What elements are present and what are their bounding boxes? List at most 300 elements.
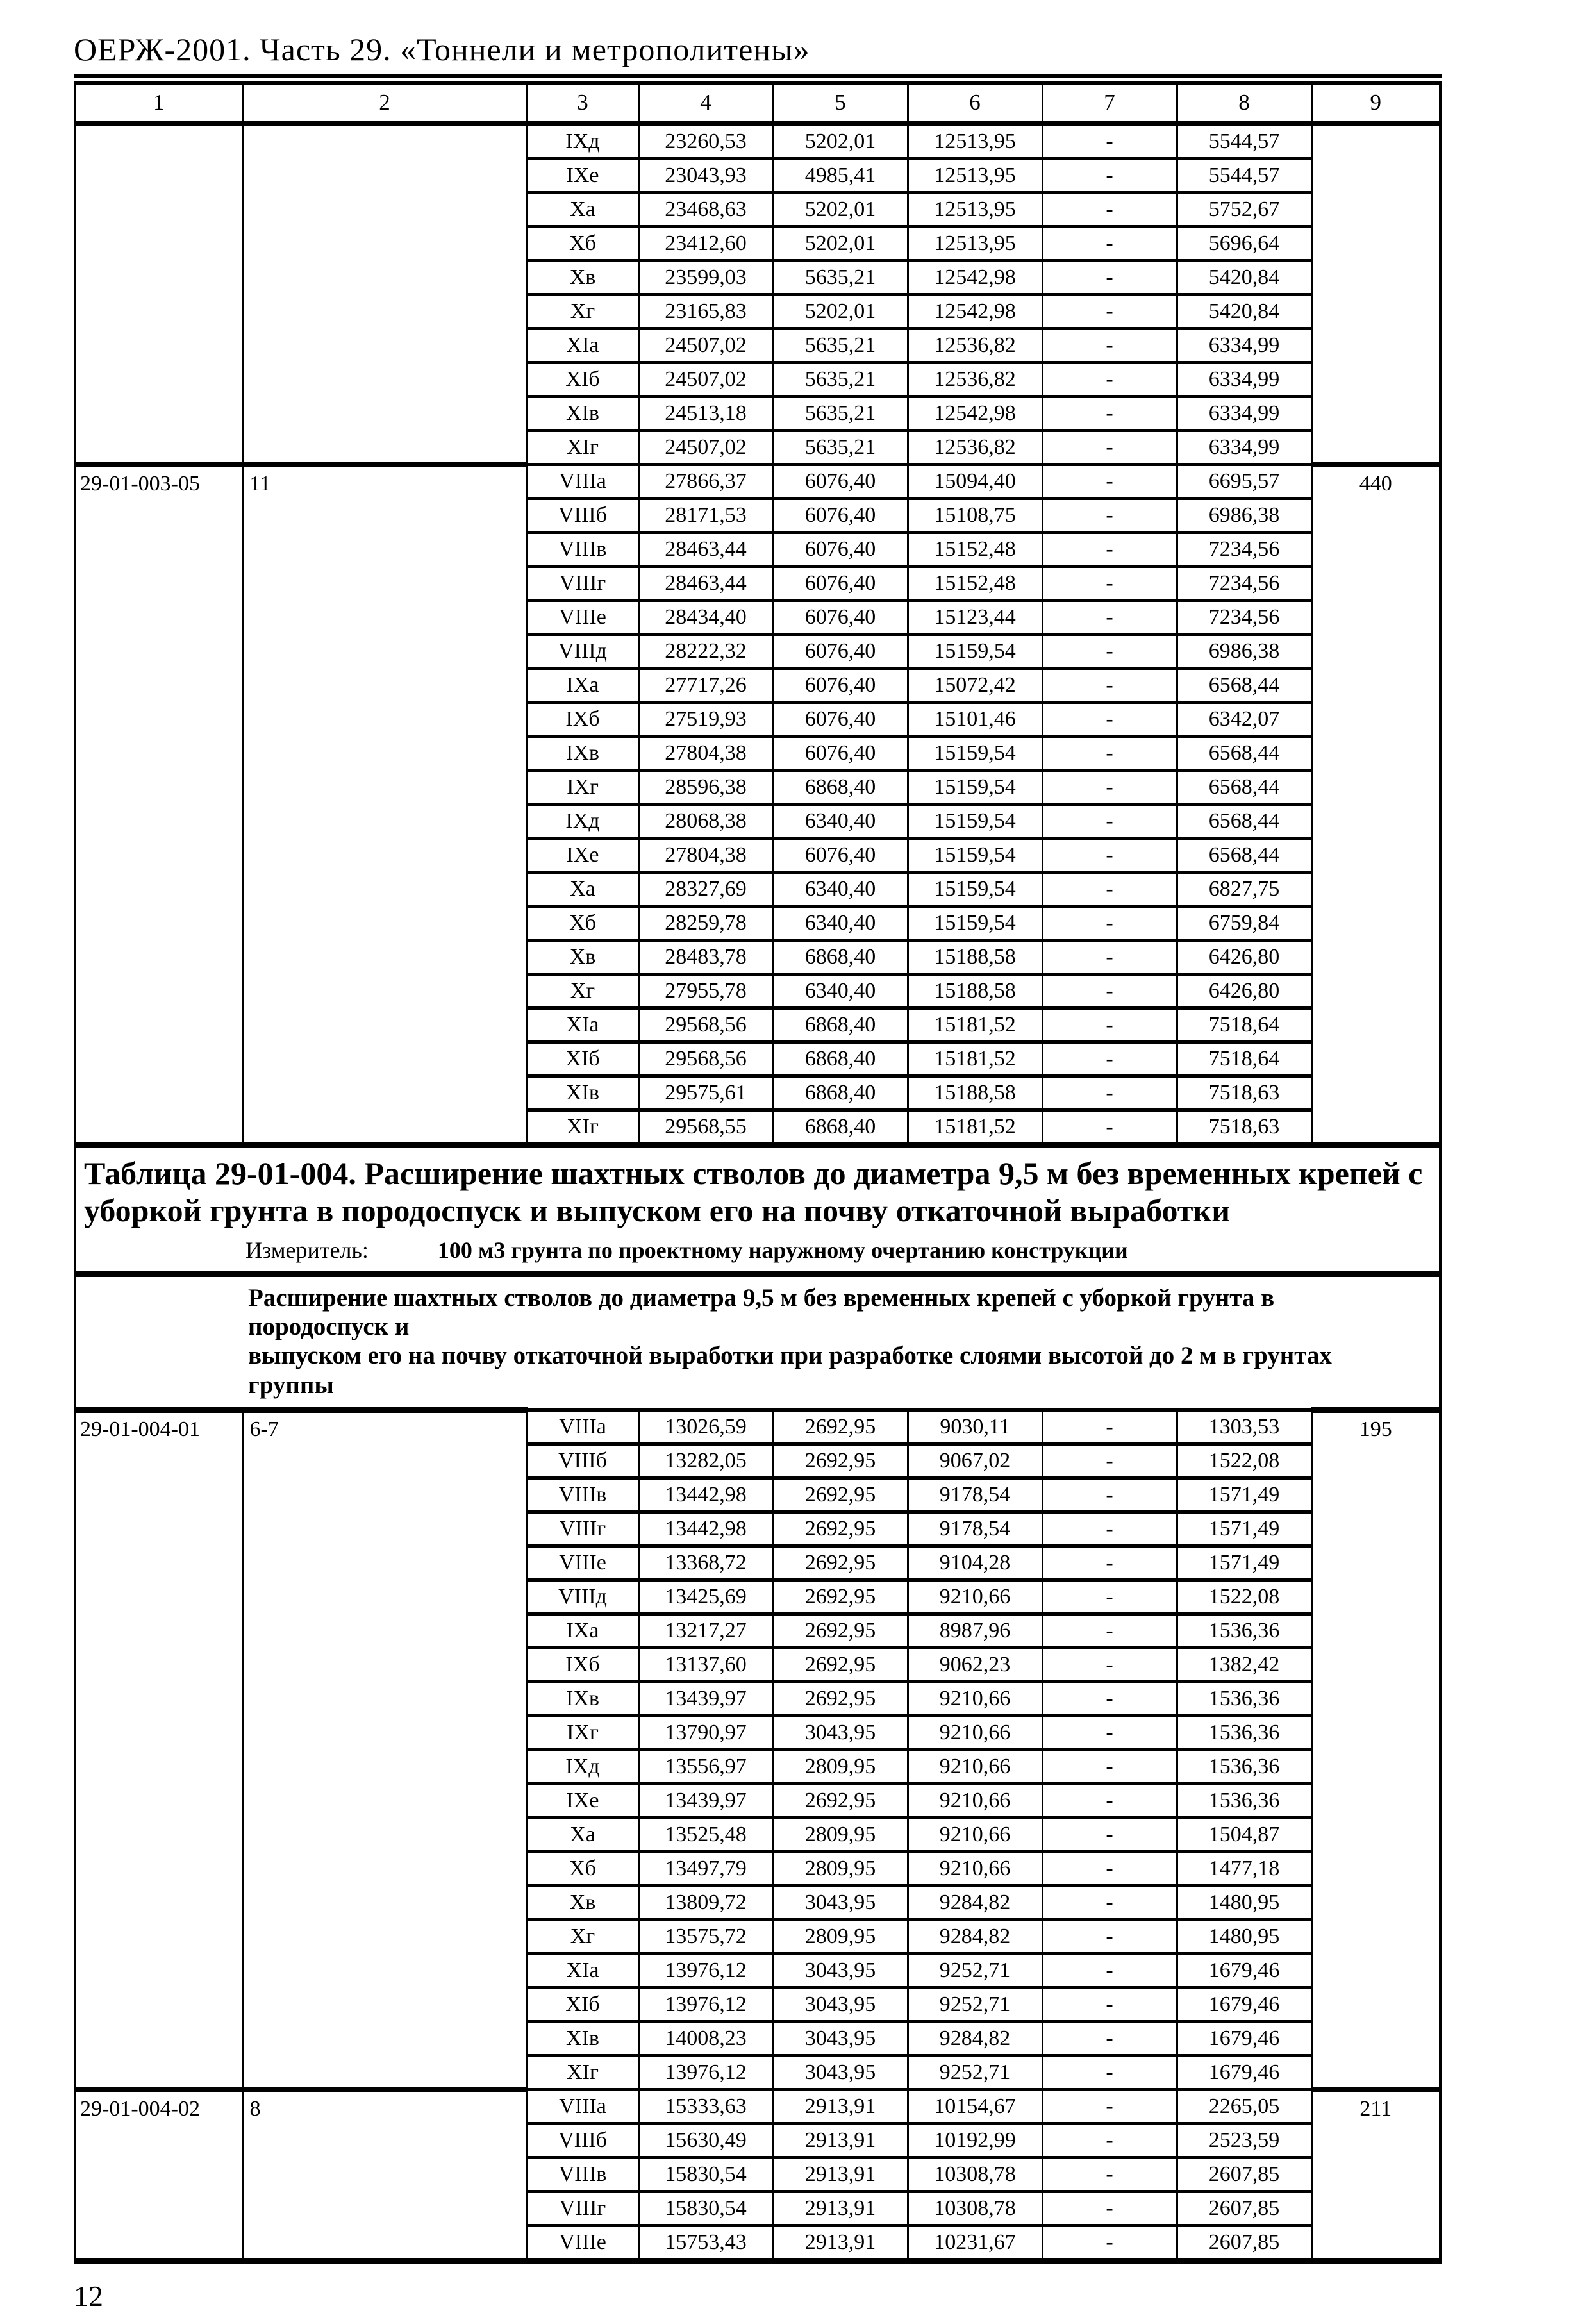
cell-col5-value: 5202,01 [773, 124, 908, 159]
table-title-line: Таблица 29-01-004. Расширение шахтных стволов до диаметра 9,5 м без временных крепей с [84, 1155, 1423, 1191]
cell-col6-value: 15152,48 [908, 533, 1042, 567]
column-header-3: 3 [527, 79, 638, 124]
cell-col5-value: 2913,91 [773, 2123, 908, 2157]
cell-col4-value: 23468,63 [638, 193, 773, 227]
column-header-5: 5 [773, 79, 908, 124]
cell-col6-value: 15159,54 [908, 737, 1042, 771]
cell-col4-value: 13282,05 [638, 1444, 773, 1478]
cell-col4-value: 13217,27 [638, 1614, 773, 1648]
cell-col6-value: 15159,54 [908, 771, 1042, 805]
cell-col8-value: 6827,75 [1177, 873, 1311, 906]
cell-col6-value: 9210,66 [908, 1580, 1042, 1614]
column-header-1: 1 [75, 79, 242, 124]
cell-subgroup-letter: XIб [527, 363, 638, 397]
cell-col6-value: 9284,82 [908, 1919, 1042, 1953]
cell-col6-value: 9284,82 [908, 1885, 1042, 1919]
cell-col5-value: 5202,01 [773, 295, 908, 329]
cell-col8-value: 7518,64 [1177, 1042, 1311, 1076]
cell-col4-value: 15753,43 [638, 2225, 773, 2260]
cell-subgroup-letter: IXа [527, 1614, 638, 1648]
cell-col5-value: 2692,95 [773, 1410, 908, 1444]
cell-col6-value: 15101,46 [908, 703, 1042, 737]
cell-col6-value: 12542,98 [908, 295, 1042, 329]
cell-col7-value: - [1042, 2123, 1177, 2157]
cell-col4-value: 28259,78 [638, 906, 773, 940]
cell-col8-value: 1480,95 [1177, 1885, 1311, 1919]
cell-subgroup-letter: IXе [527, 159, 638, 193]
cell-soil-group: 8 [242, 2089, 527, 2260]
cell-col4-value: 27866,37 [638, 465, 773, 499]
cell-col4-value: 13525,48 [638, 1817, 773, 1851]
cell-col8-value: 1679,46 [1177, 1953, 1311, 1987]
cell-subgroup-letter: XIг [527, 1110, 638, 1146]
cell-col7-value: - [1042, 1648, 1177, 1682]
cell-col6-value: 9210,66 [908, 1851, 1042, 1885]
cell-col7-value: - [1042, 227, 1177, 261]
cell-col7-value: - [1042, 397, 1177, 431]
cell-subgroup-letter: XIа [527, 1008, 638, 1042]
cell-col8-value: 6568,44 [1177, 839, 1311, 873]
cell-col8-value: 1571,49 [1177, 1478, 1311, 1512]
cell-col7-value: - [1042, 295, 1177, 329]
cell-col4-value: 24507,02 [638, 431, 773, 465]
cell-col5-value: 2692,95 [773, 1512, 908, 1546]
cell-subgroup-letter: IXв [527, 737, 638, 771]
cell-subgroup-letter: Xб [527, 906, 638, 940]
cell-col4-value: 14008,23 [638, 2021, 773, 2055]
estimate-table-body [75, 124, 1440, 2261]
cell-col4-value: 28596,38 [638, 771, 773, 805]
cell-col7-value: - [1042, 533, 1177, 567]
cell-col4-value: 15830,54 [638, 2157, 773, 2191]
cell-subgroup-letter: VIIIе [527, 1546, 638, 1580]
cell-subgroup-letter: VIIIв [527, 1478, 638, 1512]
cell-col4-value: 27519,93 [638, 703, 773, 737]
cell-col8-value: 6568,44 [1177, 771, 1311, 805]
cell-col5-value: 6868,40 [773, 1110, 908, 1146]
cell-subgroup-letter: VIIIа [527, 2089, 638, 2123]
cell-col7-value: - [1042, 1783, 1177, 1817]
cell-col7-value: - [1042, 193, 1177, 227]
table-row [75, 124, 1440, 159]
cell-col6-value: 15181,52 [908, 1008, 1042, 1042]
cell-col6-value: 12513,95 [908, 227, 1042, 261]
cell-col4-value: 13976,12 [638, 1987, 773, 2021]
cell-subgroup-letter: Xг [527, 1919, 638, 1953]
cell-col6-value: 9284,82 [908, 2021, 1042, 2055]
cell-soil-group [242, 124, 527, 465]
measure-text: 100 м3 грунта по проектному наружному очертанию конструкции [437, 1237, 1128, 1263]
column-header-2: 2 [242, 79, 527, 124]
column-header-7: 7 [1042, 79, 1177, 124]
cell-col8-value: 6334,99 [1177, 363, 1311, 397]
cell-col6-value: 15181,52 [908, 1110, 1042, 1146]
cell-col7-value: - [1042, 1749, 1177, 1783]
cell-col6-value: 9062,23 [908, 1648, 1042, 1682]
cell-col7-value: - [1042, 1580, 1177, 1614]
cell-subgroup-letter: IXа [527, 669, 638, 703]
cell-subgroup-letter: VIIIд [527, 635, 638, 669]
cell-col7-value: - [1042, 1512, 1177, 1546]
cell-col7-value: - [1042, 1987, 1177, 2021]
cell-col4-value: 23260,53 [638, 124, 773, 159]
cell-subgroup-letter: IXв [527, 1682, 638, 1716]
column-header-row [75, 79, 1440, 124]
cell-col7-value: - [1042, 124, 1177, 159]
cell-col5-value: 2692,95 [773, 1444, 908, 1478]
cell-col6-value: 10308,78 [908, 2191, 1042, 2225]
cell-col6-value: 12542,98 [908, 261, 1042, 295]
cell-col5-value: 5635,21 [773, 363, 908, 397]
cell-col6-value: 9210,66 [908, 1749, 1042, 1783]
cell-col6-value: 9252,71 [908, 1953, 1042, 1987]
cell-norm-code: 29-01-004-01 [75, 1410, 242, 2089]
cell-subgroup-letter: VIIIб [527, 499, 638, 533]
cell-col8-value: 5544,57 [1177, 124, 1311, 159]
cell-subgroup-letter: Xв [527, 1885, 638, 1919]
cell-col8-value: 6334,99 [1177, 431, 1311, 465]
cell-col6-value: 15188,58 [908, 974, 1042, 1008]
cell-col4-value: 23165,83 [638, 295, 773, 329]
column-header-4: 4 [638, 79, 773, 124]
cell-col7-value: - [1042, 2021, 1177, 2055]
cell-subgroup-letter: IXд [527, 805, 638, 839]
cell-col4-value: 13442,98 [638, 1478, 773, 1512]
cell-col8-value: 1382,42 [1177, 1648, 1311, 1682]
table-title-row [75, 1146, 1440, 1274]
cell-subgroup-letter: VIIIб [527, 2123, 638, 2157]
cell-col7-value: - [1042, 2089, 1177, 2123]
cell-col5-value: 6076,40 [773, 669, 908, 703]
cell-col8-value: 6568,44 [1177, 669, 1311, 703]
cell-col7-value: - [1042, 1444, 1177, 1478]
cell-col4-value: 13556,97 [638, 1749, 773, 1783]
page-number: 12 [74, 2279, 103, 2312]
cell-col4-value: 27955,78 [638, 974, 773, 1008]
cell-col8-value: 1504,87 [1177, 1817, 1311, 1851]
cell-col7-value: - [1042, 329, 1177, 363]
cell-col6-value: 9178,54 [908, 1478, 1042, 1512]
cell-col7-value: - [1042, 1682, 1177, 1716]
cell-col4-value: 28483,78 [638, 940, 773, 974]
cell-col7-value: - [1042, 1885, 1177, 1919]
cell-col7-value: - [1042, 2191, 1177, 2225]
cell-col6-value: 9252,71 [908, 2055, 1042, 2089]
cell-col4-value: 15630,49 [638, 2123, 773, 2157]
cell-col4-value: 13368,72 [638, 1546, 773, 1580]
cell-col4-value: 13497,79 [638, 1851, 773, 1885]
cell-col5-value: 2913,91 [773, 2191, 908, 2225]
cell-col8-value: 6986,38 [1177, 635, 1311, 669]
cell-col9-value: 211 [1311, 2089, 1440, 2260]
cell-col5-value: 2692,95 [773, 1783, 908, 1817]
cell-norm-code: 29-01-004-02 [75, 2089, 242, 2260]
cell-col8-value: 6759,84 [1177, 906, 1311, 940]
cell-col6-value: 9252,71 [908, 1987, 1042, 2021]
cell-col8-value: 6426,80 [1177, 940, 1311, 974]
cell-col5-value: 6076,40 [773, 567, 908, 601]
cell-col5-value: 2913,91 [773, 2089, 908, 2123]
cell-subgroup-letter: XIа [527, 329, 638, 363]
cell-col7-value: - [1042, 1042, 1177, 1076]
cell-col4-value: 28068,38 [638, 805, 773, 839]
cell-subgroup-letter: VIIIд [527, 1580, 638, 1614]
cell-col5-value: 6076,40 [773, 533, 908, 567]
cell-col4-value: 24507,02 [638, 363, 773, 397]
cell-col4-value: 27717,26 [638, 669, 773, 703]
cell-col4-value: 13425,69 [638, 1580, 773, 1614]
cell-col5-value: 6340,40 [773, 974, 908, 1008]
cell-col5-value: 2692,95 [773, 1614, 908, 1648]
cell-col8-value: 6334,99 [1177, 329, 1311, 363]
cell-subgroup-letter: IXд [527, 1749, 638, 1783]
cell-col4-value: 29568,55 [638, 1110, 773, 1146]
cell-col7-value: - [1042, 2225, 1177, 2260]
cell-col5-value: 5202,01 [773, 193, 908, 227]
cell-col5-value: 3043,95 [773, 1987, 908, 2021]
cell-soil-group: 6-7 [242, 1410, 527, 2089]
cell-col7-value: - [1042, 499, 1177, 533]
cell-col5-value: 2809,95 [773, 1851, 908, 1885]
cell-col7-value: - [1042, 1008, 1177, 1042]
cell-col7-value: - [1042, 1919, 1177, 1953]
cell-col5-value: 6076,40 [773, 601, 908, 635]
cell-subgroup-letter: VIIIе [527, 2225, 638, 2260]
cell-col5-value: 5635,21 [773, 329, 908, 363]
cell-col5-value: 3043,95 [773, 1885, 908, 1919]
cell-col5-value: 5635,21 [773, 261, 908, 295]
cell-col4-value: 28463,44 [638, 567, 773, 601]
cell-col5-value: 6076,40 [773, 737, 908, 771]
cell-subgroup-letter: VIIIг [527, 2191, 638, 2225]
cell-col8-value: 6426,80 [1177, 974, 1311, 1008]
cell-subgroup-letter: XIг [527, 431, 638, 465]
cell-col5-value: 3043,95 [773, 2055, 908, 2089]
cell-col7-value: - [1042, 2055, 1177, 2089]
cell-col8-value: 7234,56 [1177, 567, 1311, 601]
cell-col6-value: 15072,42 [908, 669, 1042, 703]
cell-col8-value: 7518,64 [1177, 1008, 1311, 1042]
cell-col5-value: 2913,91 [773, 2157, 908, 2191]
cell-norm-code: 29-01-003-05 [75, 465, 242, 1146]
cell-col8-value: 6695,57 [1177, 465, 1311, 499]
cell-subgroup-letter: XIа [527, 1953, 638, 1987]
cell-col5-value: 2692,95 [773, 1580, 908, 1614]
cell-col7-value: - [1042, 669, 1177, 703]
cell-col6-value: 9178,54 [908, 1512, 1042, 1546]
cell-col4-value: 13976,12 [638, 1953, 773, 1987]
cell-col9-value: 440 [1311, 465, 1440, 1146]
cell-col7-value: - [1042, 940, 1177, 974]
cell-col7-value: - [1042, 906, 1177, 940]
cell-col8-value: 2265,05 [1177, 2089, 1311, 2123]
cell-col4-value: 24507,02 [638, 329, 773, 363]
cell-col6-value: 9210,66 [908, 1682, 1042, 1716]
cell-subgroup-letter: XIб [527, 1987, 638, 2021]
cell-col7-value: - [1042, 873, 1177, 906]
cell-col6-value: 9030,11 [908, 1410, 1042, 1444]
cell-col4-value: 13575,72 [638, 1919, 773, 1953]
cell-col4-value: 23412,60 [638, 227, 773, 261]
measure-label: Измеритель: [245, 1237, 369, 1263]
group-description-row [75, 1274, 1440, 1410]
cell-subgroup-letter: XIв [527, 1076, 638, 1110]
cell-col6-value: 10192,99 [908, 2123, 1042, 2157]
cell-col5-value: 3043,95 [773, 2021, 908, 2055]
cell-col7-value: - [1042, 1478, 1177, 1512]
cell-subgroup-letter: Xв [527, 940, 638, 974]
table-title-line: уборкой грунта в породоспуск и выпуском его на почву откаточной выработки [84, 1192, 1231, 1228]
cell-subgroup-letter: IXг [527, 1716, 638, 1749]
cell-subgroup-letter: Xг [527, 295, 638, 329]
cell-col5-value: 2692,95 [773, 1682, 908, 1716]
cell-col6-value: 9104,28 [908, 1546, 1042, 1580]
cell-subgroup-letter: IXе [527, 1783, 638, 1817]
cell-subgroup-letter: XIг [527, 2055, 638, 2089]
cell-subgroup-letter: IXб [527, 1648, 638, 1682]
column-header-9: 9 [1311, 79, 1440, 124]
cell-col8-value: 5420,84 [1177, 295, 1311, 329]
column-header-8: 8 [1177, 79, 1311, 124]
cell-subgroup-letter: XIб [527, 1042, 638, 1076]
cell-col6-value: 9210,66 [908, 1817, 1042, 1851]
cell-col6-value: 15159,54 [908, 873, 1042, 906]
cell-col7-value: - [1042, 465, 1177, 499]
cell-col7-value: - [1042, 1851, 1177, 1885]
cell-col7-value: - [1042, 159, 1177, 193]
cell-col7-value: - [1042, 601, 1177, 635]
cell-col4-value: 28327,69 [638, 873, 773, 906]
cell-subgroup-letter: XIв [527, 2021, 638, 2055]
cell-col4-value: 29568,56 [638, 1008, 773, 1042]
cell-col8-value: 1571,49 [1177, 1546, 1311, 1580]
cell-col4-value: 13137,60 [638, 1648, 773, 1682]
estimate-table [74, 74, 1442, 2264]
cell-col5-value: 5202,01 [773, 227, 908, 261]
cell-col4-value: 13442,98 [638, 1512, 773, 1546]
cell-col4-value: 13439,97 [638, 1682, 773, 1716]
cell-col9-value: 195 [1311, 1410, 1440, 2089]
cell-col6-value: 15181,52 [908, 1042, 1042, 1076]
cell-col6-value: 9210,66 [908, 1716, 1042, 1749]
cell-col7-value: - [1042, 1110, 1177, 1146]
cell-col8-value: 1571,49 [1177, 1512, 1311, 1546]
cell-col4-value: 28171,53 [638, 499, 773, 533]
cell-subgroup-letter: VIIIа [527, 1410, 638, 1444]
cell-col6-value: 15159,54 [908, 805, 1042, 839]
cell-col8-value: 7234,56 [1177, 601, 1311, 635]
cell-col5-value: 2692,95 [773, 1546, 908, 1580]
cell-col5-value: 4985,41 [773, 159, 908, 193]
cell-col5-value: 2692,95 [773, 1478, 908, 1512]
cell-col5-value: 6076,40 [773, 839, 908, 873]
cell-col6-value: 15108,75 [908, 499, 1042, 533]
cell-subgroup-letter: Xа [527, 873, 638, 906]
cell-col4-value: 28222,32 [638, 635, 773, 669]
cell-col4-value: 15830,54 [638, 2191, 773, 2225]
cell-col8-value: 1477,18 [1177, 1851, 1311, 1885]
cell-subgroup-letter: VIIIг [527, 567, 638, 601]
cell-col6-value: 15152,48 [908, 567, 1042, 601]
cell-col8-value: 1536,36 [1177, 1682, 1311, 1716]
cell-col8-value: 6568,44 [1177, 737, 1311, 771]
cell-col5-value: 6340,40 [773, 906, 908, 940]
cell-col5-value: 6868,40 [773, 1042, 908, 1076]
cell-col7-value: - [1042, 635, 1177, 669]
cell-col6-value: 12542,98 [908, 397, 1042, 431]
cell-col6-value: 15094,40 [908, 465, 1042, 499]
cell-col4-value: 15333,63 [638, 2089, 773, 2123]
cell-col5-value: 6868,40 [773, 1076, 908, 1110]
cell-subgroup-letter: VIIIв [527, 2157, 638, 2191]
cell-col5-value: 6340,40 [773, 873, 908, 906]
table-row [75, 2089, 1440, 2123]
cell-col8-value: 6568,44 [1177, 805, 1311, 839]
cell-subgroup-letter: VIIIг [527, 1512, 638, 1546]
cell-col8-value: 1679,46 [1177, 1987, 1311, 2021]
cell-col6-value: 15159,54 [908, 839, 1042, 873]
table-title-cell [75, 1146, 1440, 1274]
cell-col7-value: - [1042, 2157, 1177, 2191]
cell-col7-value: - [1042, 839, 1177, 873]
cell-col5-value: 2809,95 [773, 1817, 908, 1851]
cell-col5-value: 6076,40 [773, 703, 908, 737]
cell-col7-value: - [1042, 737, 1177, 771]
cell-subgroup-letter: VIIIе [527, 601, 638, 635]
cell-col6-value: 10154,67 [908, 2089, 1042, 2123]
cell-col6-value: 9210,66 [908, 1783, 1042, 1817]
cell-subgroup-letter: VIIIб [527, 1444, 638, 1478]
cell-col8-value: 5544,57 [1177, 159, 1311, 193]
cell-col7-value: - [1042, 771, 1177, 805]
group-description-cell [75, 1274, 1440, 1410]
cell-col4-value: 13439,97 [638, 1783, 773, 1817]
cell-col4-value: 13809,72 [638, 1885, 773, 1919]
cell-col4-value: 27804,38 [638, 839, 773, 873]
cell-col6-value: 12513,95 [908, 193, 1042, 227]
cell-col6-value: 15123,44 [908, 601, 1042, 635]
cell-col8-value: 1536,36 [1177, 1716, 1311, 1749]
cell-col6-value: 12513,95 [908, 159, 1042, 193]
cell-subgroup-letter: IXб [527, 703, 638, 737]
cell-col6-value: 15188,58 [908, 940, 1042, 974]
cell-col4-value: 28434,40 [638, 601, 773, 635]
cell-col7-value: - [1042, 431, 1177, 465]
cell-col5-value: 5635,21 [773, 431, 908, 465]
cell-col4-value: 23043,93 [638, 159, 773, 193]
cell-col7-value: - [1042, 1076, 1177, 1110]
measure-line [84, 1237, 1424, 1264]
cell-col5-value: 6868,40 [773, 1008, 908, 1042]
cell-col6-value: 12536,82 [908, 363, 1042, 397]
cell-col7-value: - [1042, 703, 1177, 737]
cell-col8-value: 1303,53 [1177, 1410, 1311, 1444]
cell-col8-value: 1679,46 [1177, 2021, 1311, 2055]
cell-col8-value: 7234,56 [1177, 533, 1311, 567]
cell-col5-value: 3043,95 [773, 1716, 908, 1749]
cell-col5-value: 2913,91 [773, 2225, 908, 2260]
cell-col8-value: 1522,08 [1177, 1444, 1311, 1478]
cell-col7-value: - [1042, 1817, 1177, 1851]
cell-col5-value: 2692,95 [773, 1648, 908, 1682]
cell-col6-value: 10231,67 [908, 2225, 1042, 2260]
group-description-line: выпуском его на почву откаточной выработки при разработке слоями высотой до 2 м в грунтах группы [248, 1342, 1332, 1399]
cell-col6-value: 10308,78 [908, 2157, 1042, 2191]
cell-col5-value: 3043,95 [773, 1953, 908, 1987]
cell-col4-value: 29568,56 [638, 1042, 773, 1076]
cell-col7-value: - [1042, 1716, 1177, 1749]
cell-col8-value: 1536,36 [1177, 1783, 1311, 1817]
